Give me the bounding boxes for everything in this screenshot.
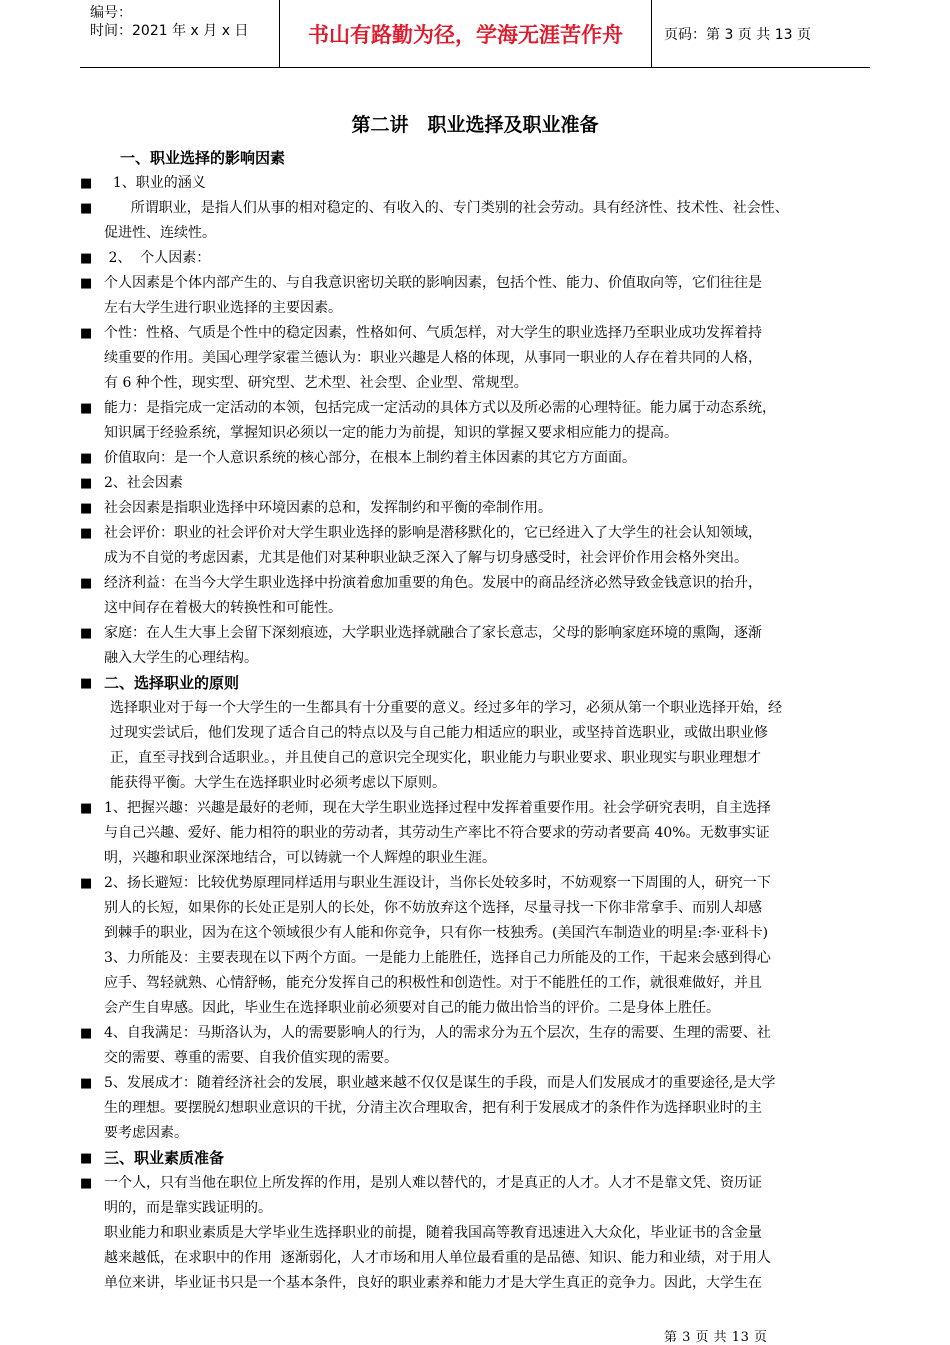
bullet-square-icon: ■ xyxy=(80,876,93,891)
document-body xyxy=(78,146,910,1296)
paragraph xyxy=(78,196,910,246)
header-motto: 书山有路勤为径，学海无涯苦作舟 xyxy=(308,21,623,47)
bullet-square-icon: ■ xyxy=(80,526,93,541)
text-line: 单位来讲，毕业证书只是一个基本条件，良好的职业素养和能力才是大学生真正的竞争力。因此，大学生在 xyxy=(104,1275,762,1291)
bullet-square-icon: ■ xyxy=(80,1151,93,1166)
paragraph xyxy=(78,446,910,471)
text-line: 交的需要、尊重的需要、自我价值实现的需要。 xyxy=(104,1050,398,1066)
header-meta xyxy=(80,0,280,67)
text-line: 会产生自卑感。因此，毕业生在选择职业前必须要对自己的能力做出恰当的评价。二是身体上胜任。 xyxy=(104,1000,720,1016)
text-line: 别人的长短，如果你的长处正是别人的长处，你不妨放弃这个选择，尽量寻找一下你非常拿手、而别人却感 xyxy=(104,900,762,916)
text-line: 2、扬长避短：比较优势原理同样适用与职业生涯设计，当你长处较多时，不妨观察一下周围的人，研究一下 xyxy=(104,875,771,891)
text-line: 2、 个人因素： xyxy=(104,250,211,266)
page-footer: 第 3 页 共 13 页 xyxy=(664,1330,768,1345)
text-line: 与自己兴趣、爱好、能力相符的职业的劳动者，其劳动生产率比不符合要求的劳动者要高 40%。无数事实证 xyxy=(104,825,770,841)
text-line: 知识属于经验系统，掌握知识必须以一定的能力为前提，知识的掌握又要求相应能力的提高。 xyxy=(104,425,678,441)
text-line: 5、发展成才：随着经济社会的发展，职业越来越不仅仅是谋生的手段，而是人们发展成才的重要途径,是大学 xyxy=(104,1075,776,1091)
text-line: 所谓职业，是指人们从事的相对稳定的、有收入的、专门类别的社会劳动。具有经济性、技术性、社会性、 xyxy=(104,200,789,216)
paragraph xyxy=(78,171,910,196)
text-line: 促进性、连续性。 xyxy=(104,225,216,241)
text-line: 到棘手的职业，因为在这个领域很少有人能和你竞争，只有你一枝独秀。(美国汽车制造业的明星:李·亚科卡) xyxy=(104,925,769,941)
text-line: 续重要的作用。美国心理学家霍兰德认为：职业兴趣是人格的体现，从事同一职业的人存在着共同的人格， xyxy=(104,350,762,366)
paragraph xyxy=(78,621,910,671)
text-line: 融入大学生的心理结构。 xyxy=(104,650,258,666)
paragraph xyxy=(78,246,910,271)
paragraph xyxy=(78,1171,910,1296)
page-header xyxy=(80,0,870,68)
text-line: 3、力所能及：主要表现在以下两个方面。一是能力上能胜任，选择自己力所能及的工作，干起来会感到得心 xyxy=(104,950,771,966)
section-heading xyxy=(78,1146,910,1171)
paragraph xyxy=(78,696,910,796)
text-line: 明，兴趣和职业深深地结合，可以铸就一个人辉煌的职业生涯。 xyxy=(104,850,496,866)
text-line: 有 6 种个性，现实型、研究型、艺术型、社会型、企业型、常规型。 xyxy=(104,375,528,391)
text-line: 个性：性格、气质是个性中的稳定因素，性格如何、气质怎样，对大学生的职业选择乃至职业成功发挥着持 xyxy=(104,325,762,341)
text-line: 选择职业对于每一个大学生的一生都具有十分重要的意义。经过多年的学习，必须从第一个职业选择开始，经 xyxy=(110,700,782,716)
bullet-square-icon: ■ xyxy=(80,251,93,266)
text-line: 应手、驾轻就熟、心情舒畅，能充分发挥自己的积极性和创造性。对于不能胜任的工作，就很难做好，并且 xyxy=(104,975,762,991)
text-line: 要考虑因素。 xyxy=(104,1125,188,1141)
paragraph xyxy=(78,321,910,396)
bullet-square-icon: ■ xyxy=(80,401,93,416)
text-line: 二、选择职业的原则 xyxy=(104,674,240,692)
bullet-square-icon: ■ xyxy=(80,676,93,691)
text-line: 价值取向：是一个人意识系统的核心部分，在根本上制约着主体因素的其它方方面面。 xyxy=(104,450,636,466)
paragraph xyxy=(78,496,910,521)
bullet-square-icon: ■ xyxy=(80,1026,93,1041)
paragraph xyxy=(78,1071,910,1146)
section-heading xyxy=(78,146,910,171)
paragraph xyxy=(78,796,910,871)
paragraph xyxy=(78,471,910,496)
text-line: 能获得平衡。大学生在选择职业时必须考虑以下原则。 xyxy=(110,775,446,791)
text-line: 左右大学生进行职业选择的主要因素。 xyxy=(104,300,342,316)
text-line: 能力：是指完成一定活动的本领，包括完成一定活动的具体方式以及所必需的心理特征。能力属于动态系统， xyxy=(104,400,776,416)
text-line: 个人因素是个体内部产生的、与自我意识密切关联的影响因素，包括个性、能力、价值取向等，它们往往是 xyxy=(104,275,762,291)
text-line: 4、自我满足：马斯洛认为，人的需要影响人的行为，人的需求分为五个层次，生存的需要、生理的需要、社 xyxy=(104,1025,771,1041)
text-line: 2、社会因素 xyxy=(104,475,183,491)
bullet-square-icon: ■ xyxy=(80,276,93,291)
document-date: 时间：2021 年 x 月 x 日 xyxy=(90,23,249,39)
text-line: 家庭：在人生大事上会留下深刻痕迹，大学职业选择就融合了家长意志，父母的影响家庭环境的熏陶，逐渐 xyxy=(104,625,762,641)
text-line: 三、职业素质准备 xyxy=(104,1149,225,1167)
text-line: 职业能力和职业素质是大学毕业生选择职业的前提，随着我国高等教育迅速进入大众化，毕业证书的含金量 xyxy=(104,1225,762,1241)
text-line: 明的，而是靠实践证明的。 xyxy=(104,1200,272,1216)
text-line: 社会评价：职业的社会评价对大学生职业选择的影响是潜移默化的，它已经进入了大学生的社会认知领域， xyxy=(104,525,762,541)
bullet-square-icon: ■ xyxy=(80,801,93,816)
lecture-title: 第二讲 职业选择及职业准备 xyxy=(351,114,599,136)
text-line: 一、职业选择的影响因素 xyxy=(120,149,286,167)
bullet-square-icon: ■ xyxy=(80,576,93,591)
bullet-square-icon: ■ xyxy=(80,176,93,191)
text-line: 生的理想。要摆脱幻想职业意识的干扰，分清主次合理取舍，把有利于发展成才的条件作为选择职业时的主 xyxy=(104,1100,762,1116)
bullet-square-icon: ■ xyxy=(80,626,93,641)
bullet-square-icon: ■ xyxy=(80,1076,93,1091)
paragraph xyxy=(78,1021,910,1071)
section-heading xyxy=(78,671,910,696)
bullet-square-icon: ■ xyxy=(80,326,93,341)
paragraph xyxy=(78,271,910,321)
bullet-square-icon: ■ xyxy=(80,451,93,466)
text-line: 越来越低，在求职中的作用 逐渐弱化，人才市场和用人单位最看重的是品德、知识、能力和业绩，对于用人 xyxy=(104,1250,771,1266)
paragraph xyxy=(78,396,910,446)
text-line: 成为不自觉的考虑因素，尤其是他们对某种职业缺乏深入了解与切身感受时，社会评价作用会格外突出。 xyxy=(104,550,748,566)
bullet-square-icon: ■ xyxy=(80,1176,93,1191)
document-number-label: 编号： xyxy=(90,5,132,21)
text-line: 经济利益：在当今大学生职业选择中扮演着愈加重要的角色。发展中的商品经济必然导致金钱意识的抬升， xyxy=(104,575,762,591)
paragraph xyxy=(78,871,910,1021)
text-line: 正，直至寻找到合适职业。，并且使自己的意识完全现实化，职业能力与职业要求、职业现实与职业理想才 xyxy=(110,750,761,766)
header-motto-cell xyxy=(280,0,652,67)
text-line: 1、把握兴趣：兴趣是最好的老师，现在大学生职业选择过程中发挥着重要作用。社会学研究表明，自主选择 xyxy=(104,800,771,816)
bullet-square-icon: ■ xyxy=(80,201,93,216)
paragraph xyxy=(78,571,910,621)
bullet-square-icon: ■ xyxy=(80,476,93,491)
text-line: 社会因素是指职业选择中环境因素的总和，发挥制约和平衡的牵制作用。 xyxy=(104,500,552,516)
bullet-square-icon: ■ xyxy=(80,501,93,516)
paragraph xyxy=(78,521,910,571)
text-line: 1、职业的涵义 xyxy=(104,175,206,191)
text-line: 过现实尝试后，他们发现了适合自己的特点以及与自己能力相适应的职业，或坚持首选职业，或做出职业修 xyxy=(110,725,768,741)
header-page-info: 页码：第 3 页 共 13 页 xyxy=(664,27,811,43)
text-line: 这中间存在着极大的转换性和可能性。 xyxy=(104,600,342,616)
text-line: 一个人，只有当他在职位上所发挥的作用，是别人难以替代的，才是真正的人才。人才不是靠文凭、资历证 xyxy=(104,1175,762,1191)
